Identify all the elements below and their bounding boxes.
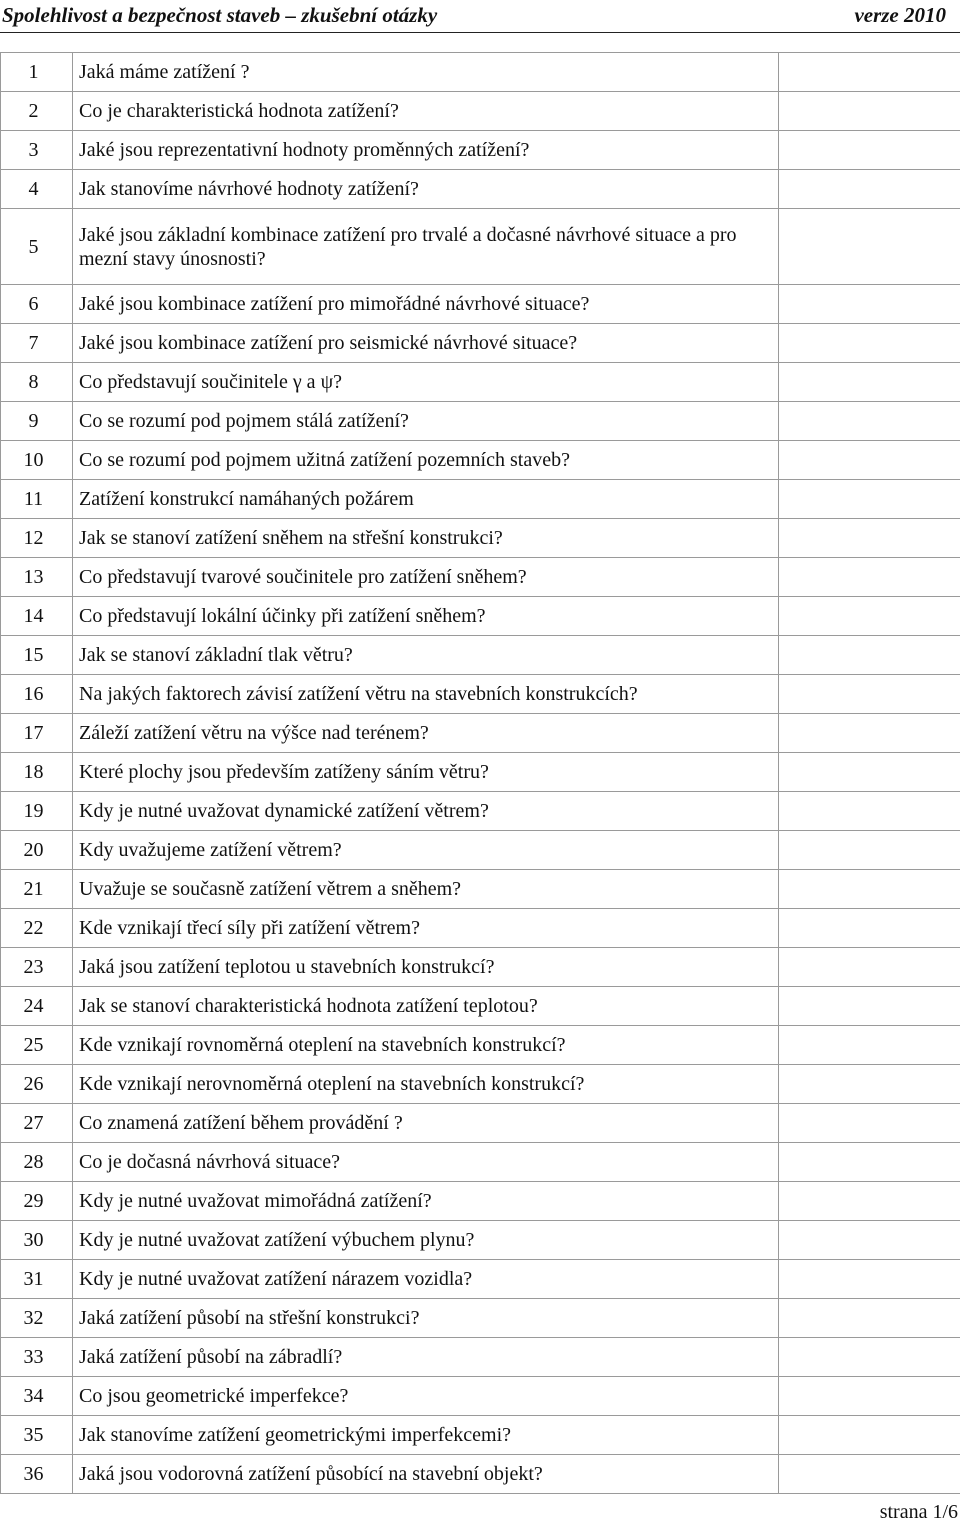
- question-row: [1, 636, 960, 675]
- question-row: [1, 753, 960, 792]
- question-number: 1: [1, 53, 73, 92]
- question-number: 24: [1, 987, 73, 1026]
- question-number: 15: [1, 636, 73, 675]
- answer-cell: [779, 1143, 960, 1182]
- answer-cell: [779, 480, 960, 519]
- answer-cell: [779, 1182, 960, 1221]
- question-row: [1, 597, 960, 636]
- question-number: 8: [1, 363, 73, 402]
- question-text: Jaké jsou kombinace zatížení pro seismické návrhové situace?: [73, 324, 779, 363]
- question-text: Jak se stanoví charakteristická hodnota zatížení teplotou?: [73, 987, 779, 1026]
- answer-cell: [779, 53, 960, 92]
- question-number: 20: [1, 831, 73, 870]
- answer-cell: [779, 1065, 960, 1104]
- question-text: Kdy je nutné uvažovat dynamické zatížení větrem?: [73, 792, 779, 831]
- answer-cell: [779, 636, 960, 675]
- question-row: [1, 1338, 960, 1377]
- question-row: [1, 92, 960, 131]
- question-text: Co představují lokální účinky při zatížení sněhem?: [73, 597, 779, 636]
- question-row: [1, 402, 960, 441]
- question-number: 11: [1, 480, 73, 519]
- questions-table-body: [1, 53, 960, 1494]
- question-row: [1, 948, 960, 987]
- question-row: [1, 1455, 960, 1494]
- question-text: Kdy je nutné uvažovat zatížení nárazem vozidla?: [73, 1260, 779, 1299]
- question-text: Kde vznikají třecí síly při zatížení větrem?: [73, 909, 779, 948]
- answer-cell: [779, 870, 960, 909]
- answer-cell: [779, 441, 960, 480]
- question-number: 6: [1, 285, 73, 324]
- answer-cell: [779, 1260, 960, 1299]
- question-number: 25: [1, 1026, 73, 1065]
- question-text: Jaká máme zatížení ?: [73, 53, 779, 92]
- answer-cell: [779, 363, 960, 402]
- question-row: [1, 909, 960, 948]
- question-text: Jak se stanoví zatížení sněhem na střešní konstrukci?: [73, 519, 779, 558]
- question-text: Co je charakteristická hodnota zatížení?: [73, 92, 779, 131]
- question-row: [1, 1143, 960, 1182]
- question-row: [1, 792, 960, 831]
- questions-table: [0, 52, 960, 1494]
- question-row: [1, 675, 960, 714]
- question-number: 27: [1, 1104, 73, 1143]
- answer-cell: [779, 209, 960, 285]
- question-text: Jaká zatížení působí na zábradlí?: [73, 1338, 779, 1377]
- answer-cell: [779, 675, 960, 714]
- answer-cell: [779, 831, 960, 870]
- question-text: Zatížení konstrukcí namáhaných požárem: [73, 480, 779, 519]
- answer-cell: [779, 285, 960, 324]
- question-row: [1, 1182, 960, 1221]
- question-text: Záleží zatížení větru na výšce nad terénem?: [73, 714, 779, 753]
- question-text: Co je dočasná návrhová situace?: [73, 1143, 779, 1182]
- question-row: [1, 209, 960, 285]
- answer-cell: [779, 1338, 960, 1377]
- question-number: 13: [1, 558, 73, 597]
- question-text: Jaká jsou vodorovná zatížení působící na stavební objekt?: [73, 1455, 779, 1494]
- question-text: Kde vznikají rovnoměrná oteplení na stavebních konstrukcí?: [73, 1026, 779, 1065]
- question-number: 14: [1, 597, 73, 636]
- question-row: [1, 324, 960, 363]
- question-row: [1, 285, 960, 324]
- question-text: Kdy uvažujeme zatížení větrem?: [73, 831, 779, 870]
- question-row: [1, 1065, 960, 1104]
- question-text: Co jsou geometrické imperfekce?: [73, 1377, 779, 1416]
- question-number: 10: [1, 441, 73, 480]
- question-row: [1, 1260, 960, 1299]
- question-row: [1, 480, 960, 519]
- answer-cell: [779, 170, 960, 209]
- question-number: 5: [1, 209, 73, 285]
- question-row: [1, 170, 960, 209]
- question-row: [1, 131, 960, 170]
- question-text: Uvažuje se současně zatížení větrem a sněhem?: [73, 870, 779, 909]
- question-row: [1, 441, 960, 480]
- answer-cell: [779, 324, 960, 363]
- question-number: 36: [1, 1455, 73, 1494]
- question-number: 17: [1, 714, 73, 753]
- question-text: Co představují tvarové součinitele pro zatížení sněhem?: [73, 558, 779, 597]
- question-number: 9: [1, 402, 73, 441]
- question-text: Jak stanovíme návrhové hodnoty zatížení?: [73, 170, 779, 209]
- question-row: [1, 1104, 960, 1143]
- question-number: 2: [1, 92, 73, 131]
- answer-cell: [779, 1026, 960, 1065]
- question-number: 30: [1, 1221, 73, 1260]
- question-row: [1, 1416, 960, 1455]
- question-number: 35: [1, 1416, 73, 1455]
- question-text: Kdy je nutné uvažovat mimořádná zatížení?: [73, 1182, 779, 1221]
- question-row: [1, 831, 960, 870]
- document-title: Spolehlivost a bezpečnost staveb – zkušební otázky: [2, 3, 438, 27]
- answer-cell: [779, 131, 960, 170]
- answer-cell: [779, 92, 960, 131]
- header-divider: [0, 32, 960, 33]
- question-number: 21: [1, 870, 73, 909]
- question-number: 28: [1, 1143, 73, 1182]
- question-text: Co se rozumí pod pojmem užitná zatížení pozemních staveb?: [73, 441, 779, 480]
- question-row: [1, 1377, 960, 1416]
- answer-cell: [779, 597, 960, 636]
- answer-cell: [779, 714, 960, 753]
- question-text: Co představují součinitele γ a ψ?: [73, 363, 779, 402]
- question-text: Jak se stanoví základní tlak větru?: [73, 636, 779, 675]
- question-row: [1, 363, 960, 402]
- answer-cell: [779, 1221, 960, 1260]
- question-text: Kdy je nutné uvažovat zatížení výbuchem plynu?: [73, 1221, 779, 1260]
- answer-cell: [779, 1416, 960, 1455]
- answer-cell: [779, 1104, 960, 1143]
- answer-cell: [779, 558, 960, 597]
- answer-cell: [779, 909, 960, 948]
- question-row: [1, 1299, 960, 1338]
- question-row: [1, 1221, 960, 1260]
- question-text: Co se rozumí pod pojmem stálá zatížení?: [73, 402, 779, 441]
- question-row: [1, 53, 960, 92]
- page-header: [0, 0, 960, 30]
- answer-cell: [779, 1377, 960, 1416]
- question-text: Jaké jsou kombinace zatížení pro mimořádné návrhové situace?: [73, 285, 779, 324]
- question-text: Jaká jsou zatížení teplotou u stavebních konstrukcí?: [73, 948, 779, 987]
- answer-cell: [779, 792, 960, 831]
- question-number: 22: [1, 909, 73, 948]
- question-text: Jaké jsou reprezentativní hodnoty proměnných zatížení?: [73, 131, 779, 170]
- question-row: [1, 519, 960, 558]
- question-text: Jaké jsou základní kombinace zatížení pro trvalé a dočasné návrhové situace a pro mezní stavy únosnosti?: [73, 209, 779, 285]
- question-number: 7: [1, 324, 73, 363]
- question-text: Co znamená zatížení během provádění ?: [73, 1104, 779, 1143]
- question-number: 4: [1, 170, 73, 209]
- question-text: Které plochy jsou především zatíženy sáním větru?: [73, 753, 779, 792]
- question-row: [1, 870, 960, 909]
- question-text: Na jakých faktorech závisí zatížení větru na stavebních konstrukcích?: [73, 675, 779, 714]
- answer-cell: [779, 519, 960, 558]
- question-number: 3: [1, 131, 73, 170]
- question-row: [1, 1026, 960, 1065]
- question-text: Kde vznikají nerovnoměrná oteplení na stavebních konstrukcí?: [73, 1065, 779, 1104]
- answer-cell: [779, 1455, 960, 1494]
- question-text: Jak stanovíme zatížení geometrickými imperfekcemi?: [73, 1416, 779, 1455]
- question-number: 12: [1, 519, 73, 558]
- answer-cell: [779, 1299, 960, 1338]
- page-number: strana 1/6: [879, 1501, 958, 1523]
- question-number: 19: [1, 792, 73, 831]
- question-number: 33: [1, 1338, 73, 1377]
- answer-cell: [779, 402, 960, 441]
- answer-cell: [779, 753, 960, 792]
- question-number: 32: [1, 1299, 73, 1338]
- question-number: 18: [1, 753, 73, 792]
- question-number: 34: [1, 1377, 73, 1416]
- question-number: 26: [1, 1065, 73, 1104]
- question-text: Jaká zatížení působí na střešní konstrukci?: [73, 1299, 779, 1338]
- question-row: [1, 714, 960, 753]
- question-number: 16: [1, 675, 73, 714]
- question-row: [1, 558, 960, 597]
- answer-cell: [779, 948, 960, 987]
- question-number: 23: [1, 948, 73, 987]
- question-number: 29: [1, 1182, 73, 1221]
- document-version: verze 2010: [854, 3, 946, 27]
- question-number: 31: [1, 1260, 73, 1299]
- question-row: [1, 987, 960, 1026]
- answer-cell: [779, 987, 960, 1026]
